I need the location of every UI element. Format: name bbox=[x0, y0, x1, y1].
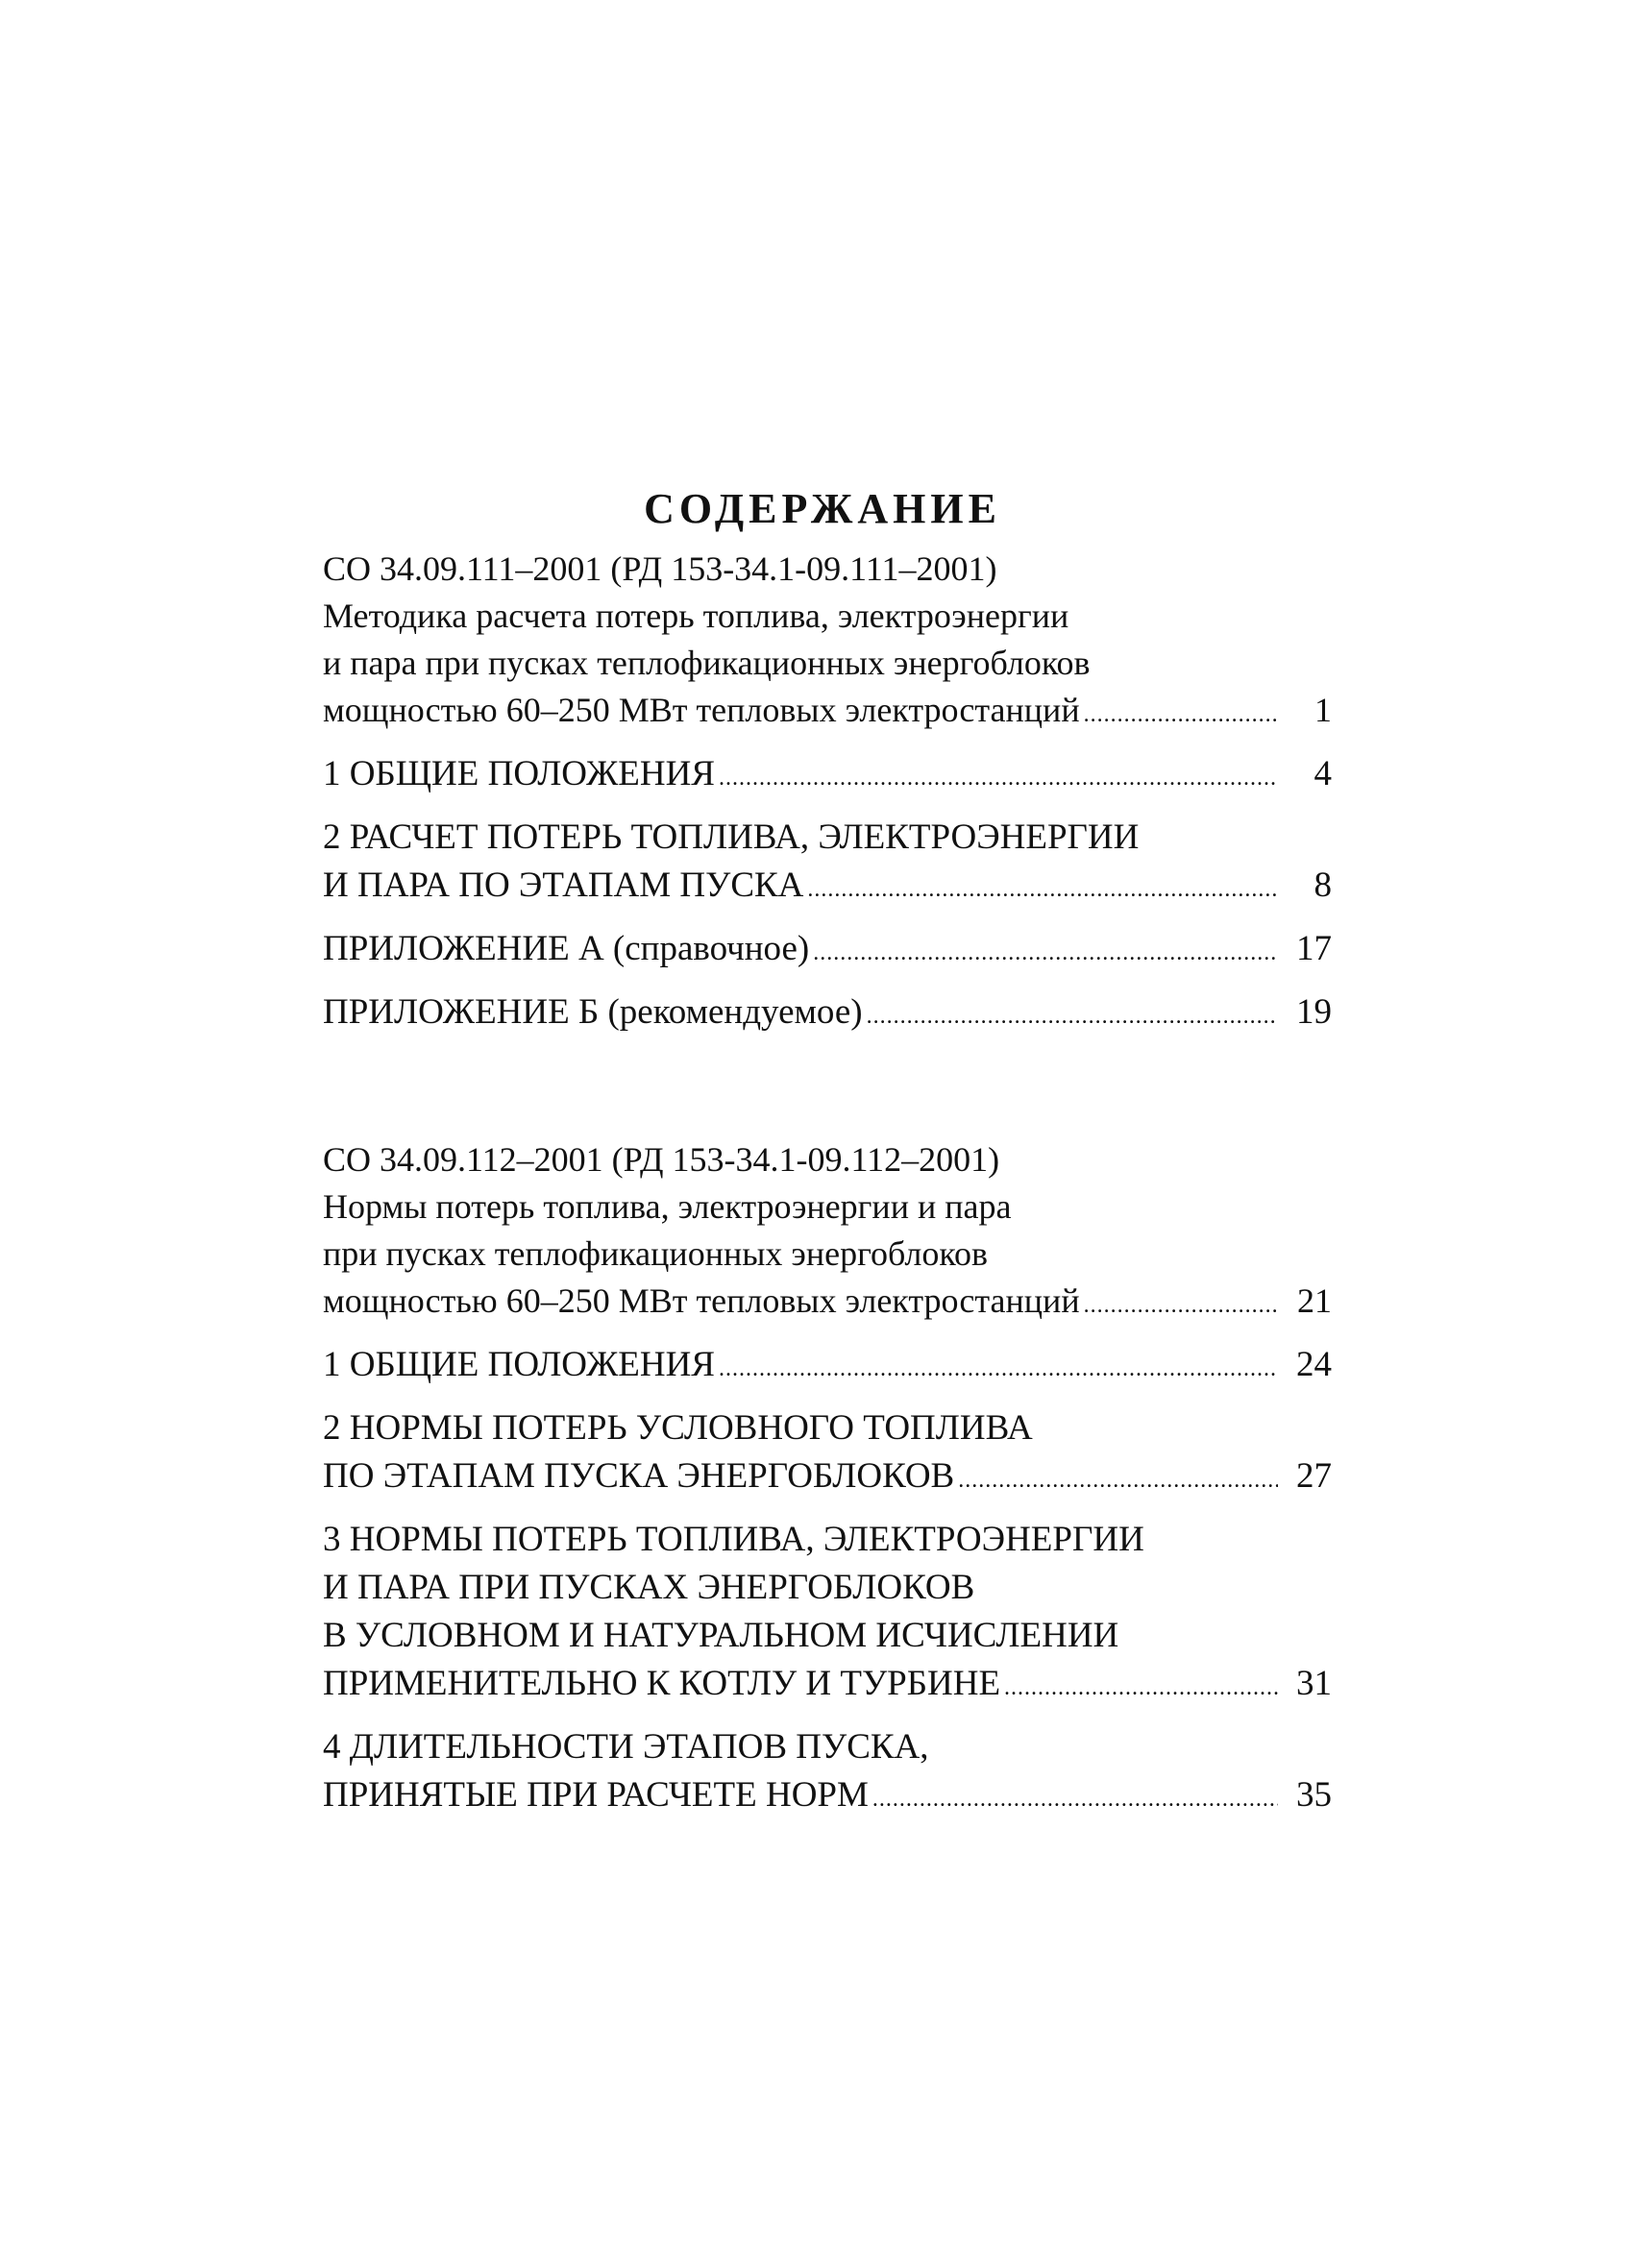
toc-entry[interactable] bbox=[323, 1404, 1332, 1504]
toc-entry[interactable] bbox=[323, 1516, 1332, 1712]
dot-leader bbox=[863, 992, 1278, 1040]
toc-entry[interactable] bbox=[323, 988, 1332, 1040]
toc-entry-last-line bbox=[323, 1660, 1332, 1712]
page-number: 35 bbox=[1296, 1775, 1332, 1815]
toc-entry[interactable] bbox=[323, 750, 1332, 802]
toc-entry[interactable] bbox=[323, 1723, 1332, 1823]
dot-leader bbox=[715, 1345, 1278, 1393]
toc-entry-text: 1 ОБЩИЕ ПОЛОЖЕНИЯ bbox=[323, 754, 715, 793]
toc-entry-text: И ПАРА ПО ЭТАПАМ ПУСКА bbox=[323, 866, 804, 905]
dot-leader bbox=[954, 1456, 1278, 1504]
page-number: 1 bbox=[1314, 691, 1332, 729]
page-number: 19 bbox=[1296, 992, 1332, 1032]
toc-entry-line: 2 НОРМЫ ПОТЕРЬ УСЛОВНОГО ТОПЛИВА bbox=[323, 1408, 1033, 1448]
toc-entry-text: ПРИНЯТЫЕ ПРИ РАСЧЕТЕ НОРМ bbox=[323, 1775, 869, 1815]
dot-leader bbox=[1080, 1282, 1278, 1329]
contents-title: СОДЕРЖАНИЕ bbox=[644, 485, 1001, 532]
dot-leader bbox=[715, 754, 1278, 802]
toc-entry-line: СО 34.09.112–2001 (РД 153-34.1-09.112–2001) bbox=[323, 1140, 1000, 1179]
table-of-contents bbox=[323, 546, 1332, 1823]
toc-entry-last-line bbox=[323, 1341, 1332, 1393]
toc-entry-line: и пара при пусках теплофикационных энергоблоков bbox=[323, 644, 1091, 682]
dot-leader bbox=[809, 929, 1278, 977]
toc-entry-line: Нормы потерь топлива, электроэнергии и пара bbox=[323, 1187, 1012, 1226]
toc-entry-line: при пусках теплофикационных энергоблоков bbox=[323, 1234, 989, 1273]
page-number: 24 bbox=[1296, 1345, 1332, 1384]
dot-leader bbox=[869, 1775, 1278, 1823]
entry-gap bbox=[323, 1504, 1332, 1516]
entry-gap bbox=[323, 1393, 1332, 1404]
entry-gap bbox=[323, 739, 1332, 750]
toc-entry-last-line bbox=[323, 862, 1332, 914]
toc-section bbox=[323, 1136, 1332, 1823]
toc-entry-last-line bbox=[323, 988, 1332, 1040]
toc-entry[interactable] bbox=[323, 546, 1332, 739]
toc-entry-last-line bbox=[323, 1278, 1332, 1329]
entry-gap bbox=[323, 802, 1332, 814]
page-number: 21 bbox=[1297, 1281, 1332, 1320]
toc-entry[interactable] bbox=[323, 814, 1332, 914]
page-number: 31 bbox=[1296, 1664, 1332, 1703]
toc-entry[interactable] bbox=[323, 1341, 1332, 1393]
toc-entry-text: ПО ЭТАПАМ ПУСКА ЭНЕРГОБЛОКОВ bbox=[323, 1456, 955, 1496]
page-number: 27 bbox=[1296, 1456, 1332, 1496]
toc-entry-last-line bbox=[323, 687, 1332, 739]
toc-entry-line: И ПАРА ПРИ ПУСКАХ ЭНЕРГОБЛОКОВ bbox=[323, 1568, 975, 1607]
toc-entry-last-line bbox=[323, 750, 1332, 802]
entry-gap bbox=[323, 977, 1332, 988]
toc-entry-text: ПРИМЕНИТЕЛЬНО К КОТЛУ И ТУРБИНЕ bbox=[323, 1664, 1001, 1703]
toc-entry-line: В УСЛОВНОМ И НАТУРАЛЬНОМ ИСЧИСЛЕНИИ bbox=[323, 1616, 1119, 1655]
toc-entry-last-line bbox=[323, 925, 1332, 977]
dot-leader bbox=[1080, 692, 1278, 739]
toc-entry-line: 4 ДЛИТЕЛЬНОСТИ ЭТАПОВ ПУСКА, bbox=[323, 1727, 929, 1767]
entry-gap bbox=[323, 914, 1332, 925]
page-number: 4 bbox=[1314, 754, 1332, 793]
entry-gap bbox=[323, 1329, 1332, 1341]
toc-section bbox=[323, 546, 1332, 1040]
toc-entry-line: 3 НОРМЫ ПОТЕРЬ ТОПЛИВА, ЭЛЕКТРОЭНЕРГИИ bbox=[323, 1520, 1144, 1559]
toc-entry[interactable] bbox=[323, 925, 1332, 977]
page-number: 8 bbox=[1314, 866, 1332, 905]
toc-entry-text: ПРИЛОЖЕНИЕ А (справочное) bbox=[323, 929, 810, 968]
toc-entry-line: Методика расчета потерь топлива, электроэнергии bbox=[323, 597, 1069, 635]
toc-entry-text: ПРИЛОЖЕНИЕ Б (рекомендуемое) bbox=[323, 992, 863, 1032]
toc-entry[interactable] bbox=[323, 1136, 1332, 1329]
toc-entry-text: 1 ОБЩИЕ ПОЛОЖЕНИЯ bbox=[323, 1345, 715, 1384]
toc-entry-line: 2 РАСЧЕТ ПОТЕРЬ ТОПЛИВА, ЭЛЕКТРОЭНЕРГИИ bbox=[323, 817, 1140, 857]
page-number: 17 bbox=[1296, 929, 1332, 968]
entry-gap bbox=[323, 1712, 1332, 1723]
toc-entry-line: СО 34.09.111–2001 (РД 153-34.1-09.111–2001) bbox=[323, 549, 997, 588]
toc-entry-text: мощностью 60–250 МВт тепловых электростанций bbox=[323, 691, 1080, 729]
dot-leader bbox=[1000, 1664, 1278, 1712]
toc-entry-text: мощностью 60–250 МВт тепловых электростанций bbox=[323, 1281, 1080, 1320]
toc-entry-last-line bbox=[323, 1771, 1332, 1823]
section-divider-gap bbox=[323, 1040, 1332, 1136]
dot-leader bbox=[803, 866, 1278, 914]
toc-entry-last-line bbox=[323, 1452, 1332, 1504]
